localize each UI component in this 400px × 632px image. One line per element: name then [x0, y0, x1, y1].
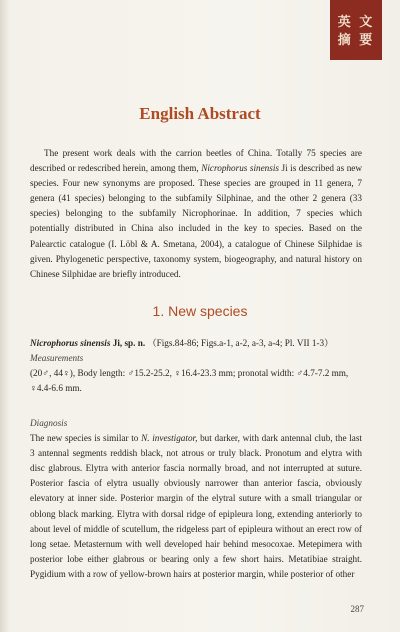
section-heading: 1. New species — [152, 303, 248, 319]
species-figs: （Figs.84-86; Figs.a-1, a-2, a-3, a-4; Pl. VII 1-3） — [145, 338, 334, 348]
page-number: 287 — [350, 604, 364, 614]
diagnosis-text — [30, 431, 362, 582]
abstract-species-name: Nicrophorus sinensis — [201, 163, 279, 174]
diagnosis-section — [30, 416, 362, 582]
diagnosis-text-1: The new species is similar to — [30, 433, 142, 444]
measurements-text: (20♂, 44♀), Body length: ♂15.2-25.2, ♀16.4-23.3 mm; pronotal width: ♂4.7-7.2 mm, ♀4.4-6.6 mm. — [30, 368, 349, 393]
chapter-tab — [330, 0, 382, 60]
diagnosis-label: Diagnosis — [30, 418, 68, 428]
species-name: Nicrophorus sinensis — [30, 338, 111, 348]
measurements-label: Measurements — [30, 353, 84, 363]
abstract-body — [30, 146, 362, 282]
species-author: Ji, sp. n. — [110, 338, 146, 348]
page-title: English Abstract — [139, 104, 261, 123]
abstract-paragraph — [30, 146, 362, 282]
abstract-text-2: Ji is described as new species. Four new synonyms are proposed. These species are grouped in 11 genera, 7 genera (41 species) belonging to the subfamily Silphinae, and the other 2 genera (33 species) belonging to the subfamily Nicrophorinae. In addition, 7 species which potentially distributed in China also included in the key to species. Based on the Palearctic catalogue (I. Löbl & A. Smetana, 2004), a catalogue of Chinese Silphidae is given. Phylogenetic perspective, taxonomy system, biogeography, and natural history on Chinese Silphidae are briefly introduced. — [30, 163, 363, 279]
chapter-tab-line1: 英 文 — [337, 15, 375, 30]
diagnosis-text-2: but darker, with dark antennal club, the last 3 antennal segments reddish black, not atrous or truly black. Pronotum and elytra with disc glabrous. Elytra with anterior fascia normally broad, and not interrupted at suture. Posterior fascia of elytra usually obviously narrower than anterior fascia, obviously elevatory at inner side. Posterior margin of the elytral suture with a small triangular or oblong black marking. Elytra with dorsal ridge of epipleura long, extending anteriorly to about level of middle of scutellum, the ridgeless part of epipleura without an erect row of long setae. Metasternum with well developed hair behind mesocoxae. Metepimera with posterior lobe either glabrous or bearing only a few short hairs. Metatibiae straight. Pygidium with a row of yellow-brown hairs at posterior margin, while posterior of other — [30, 433, 362, 579]
diagnosis-reference: N. investigator, — [141, 433, 198, 444]
chapter-tab-line2: 摘 要 — [337, 33, 375, 48]
species-header — [30, 336, 362, 366]
abstract-text-1: The present work deals with the carrion beetles of China. Totally 75 species are described or redescribed herein, among them, — [30, 148, 362, 174]
